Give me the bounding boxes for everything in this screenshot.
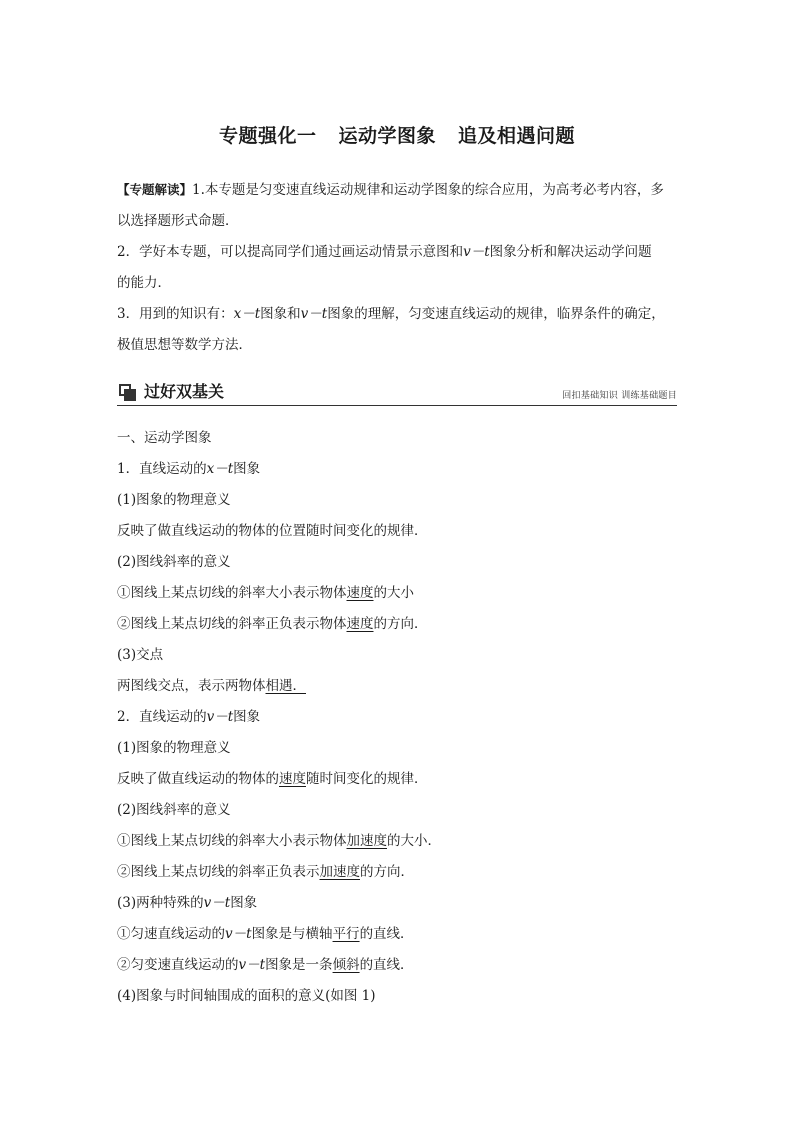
underlined-answer: 平行 xyxy=(332,926,360,942)
intro-p1-text: 1.本专题是匀变速直线运动规律和运动学图象的综合应用，为高考必考内容，多 xyxy=(192,182,664,198)
text-run: ②图线上某点切线的斜率正负表示物体 xyxy=(117,616,347,632)
text-run: 的直线． xyxy=(359,957,414,973)
intro-paragraph-1-cont: 以选择题形式命题． xyxy=(117,213,239,229)
text-run: 图象是一条 xyxy=(265,957,333,973)
body-line: (1)图象的物理意义 xyxy=(117,492,231,508)
body-line xyxy=(117,702,677,733)
math-var: v－t xyxy=(225,926,252,942)
text-run: 图象是与横轴 xyxy=(251,926,333,942)
text-run: ①图线上某点切线的斜率大小表示物体 xyxy=(117,585,347,601)
page-title xyxy=(0,121,794,148)
math-var: v－t xyxy=(203,895,231,911)
body-line xyxy=(117,578,677,609)
body-line: 反映了做直线运动的物体的位置随时间变化的规律． xyxy=(117,523,428,539)
text-run: 的方向． xyxy=(360,864,414,880)
underlined-answer: 速度 xyxy=(346,616,374,632)
section-title: 过好双基关 xyxy=(144,382,225,401)
intro-p3-a: 3．用到的知识有： xyxy=(117,306,234,322)
text-run: 的大小 xyxy=(373,585,414,601)
section-subtitle: 回扣基础知识 训练基础题目 xyxy=(562,391,677,401)
body-line xyxy=(117,671,677,702)
body-line xyxy=(117,609,677,640)
text-run: 随时间变化的规律． xyxy=(306,771,428,787)
body-line xyxy=(117,826,677,857)
section-body xyxy=(117,423,677,1012)
body-line: 一、运动学图象 xyxy=(117,430,212,446)
underlined-answer: 倾斜 xyxy=(332,957,360,973)
text-run: 的大小． xyxy=(387,833,441,849)
intro-paragraph-3 xyxy=(117,299,677,330)
text-run: 图象 xyxy=(233,461,261,477)
text-run: 的直线． xyxy=(359,926,414,942)
intro-p3-b: 图象和 xyxy=(260,306,301,322)
section-header xyxy=(117,381,677,406)
title-part-2: 运动学图象 xyxy=(338,125,436,147)
math-var: v－t xyxy=(238,957,266,973)
text-run: ②匀变速直线运动的 xyxy=(117,957,239,973)
text-run: ②图线上某点切线的斜率正负表示 xyxy=(117,864,320,880)
math-var: v－t xyxy=(206,709,234,725)
intro-p3-c: 图象的理解，匀变速直线运动的规律，临界条件的确定， xyxy=(327,306,665,322)
body-line xyxy=(117,919,677,950)
intro-p2-b: 图象分析和解决运动学问题 xyxy=(489,244,652,260)
text-run: (3)两种特殊的 xyxy=(117,895,204,911)
text-run: 两图线交点，表示两物体 xyxy=(117,678,266,694)
body-line: (4)图象与时间轴围成的面积的意义(如图 1) xyxy=(117,988,376,1004)
underlined-answer: 加速度 xyxy=(346,833,387,849)
text-run: 图象 xyxy=(233,709,261,725)
underlined-answer: 相遇． xyxy=(265,678,306,694)
body-line xyxy=(117,454,677,485)
intro-p3-var2: v－t xyxy=(300,306,328,322)
intro-tag: 【专题解读】 xyxy=(117,182,193,197)
text-run: 图象 xyxy=(230,895,258,911)
topic-intro xyxy=(117,174,677,361)
intro-paragraph-2-cont: 的能力． xyxy=(117,275,171,291)
intro-paragraph-3-cont: 极值思想等数学方法． xyxy=(117,337,252,353)
text-run: 反映了做直线运动的物体的 xyxy=(117,771,279,787)
text-run: ①图线上某点切线的斜率大小表示物体 xyxy=(117,833,347,849)
intro-p2-var: v－t xyxy=(463,244,490,260)
body-line: (2)图线斜率的意义 xyxy=(117,554,231,570)
body-line xyxy=(117,764,677,795)
intro-p3-var1: x－t xyxy=(233,306,261,322)
body-line: (3)交点 xyxy=(117,647,164,663)
body-line xyxy=(117,950,677,981)
section-squares-icon xyxy=(119,384,135,400)
text-run: ①匀速直线运动的 xyxy=(117,926,225,942)
body-line xyxy=(117,857,677,888)
body-line: (2)图线斜率的意义 xyxy=(117,802,231,818)
intro-p2-a: 2．学好本专题，可以提高同学们通过画运动情景示意图和 xyxy=(117,244,464,260)
title-part-3: 追及相遇问题 xyxy=(458,125,576,147)
text-run: 2．直线运动的 xyxy=(117,709,207,725)
math-var: x－t xyxy=(206,461,234,477)
underlined-answer: 加速度 xyxy=(319,864,360,880)
text-run: 1．直线运动的 xyxy=(117,461,207,477)
text-run: 的方向． xyxy=(373,616,428,632)
intro-paragraph-2 xyxy=(117,237,677,268)
body-line xyxy=(117,888,677,919)
intro-paragraph-1 xyxy=(117,174,677,206)
underlined-answer: 速度 xyxy=(279,771,306,787)
body-line: (1)图象的物理意义 xyxy=(117,740,231,756)
underlined-answer: 速度 xyxy=(346,585,374,601)
title-part-1: 专题强化一 xyxy=(218,125,317,147)
